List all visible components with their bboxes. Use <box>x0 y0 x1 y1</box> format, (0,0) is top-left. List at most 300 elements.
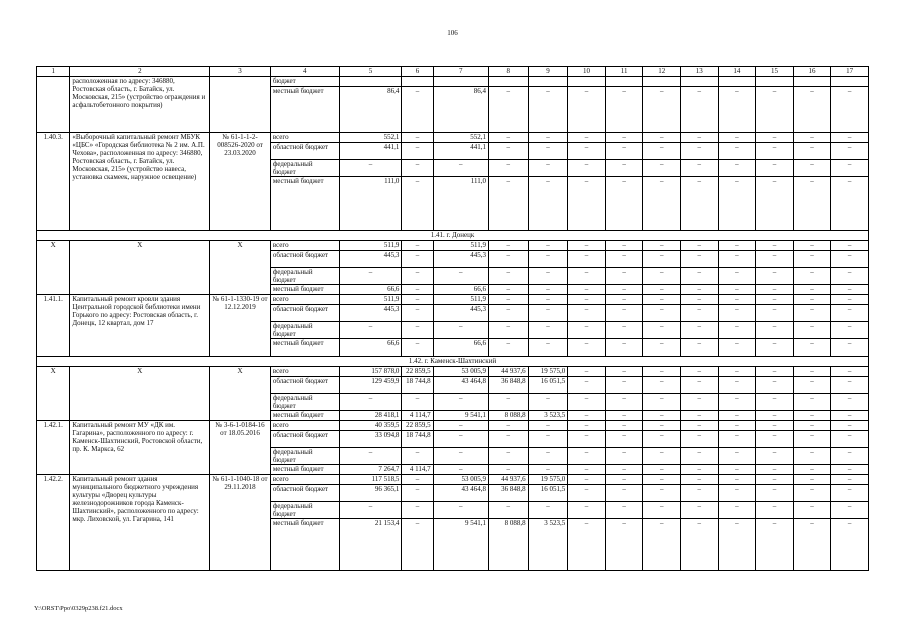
amount-cell: – <box>793 322 831 339</box>
document-reference: Х <box>210 367 271 421</box>
amount-cell: – <box>681 295 719 305</box>
amount-cell: – <box>681 87 719 133</box>
amount-cell: – <box>643 367 681 377</box>
amount-cell: 22 859,5 <box>402 421 433 431</box>
amount-cell: – <box>528 448 568 465</box>
amount-cell: 96 365,1 <box>339 485 402 502</box>
amount-cell: – <box>605 143 643 160</box>
amount-cell: – <box>681 377 719 394</box>
amount-cell: – <box>681 339 719 357</box>
amount-cell: – <box>756 465 794 475</box>
column-header: 14 <box>718 67 756 77</box>
amount-cell: – <box>568 485 606 502</box>
funding-source: всего <box>270 475 339 485</box>
amount-cell: – <box>831 322 869 339</box>
amount-cell: – <box>488 160 528 177</box>
amount-cell: – <box>488 295 528 305</box>
amount-cell: – <box>605 421 643 431</box>
amount-cell <box>605 77 643 87</box>
amount-cell: – <box>568 241 606 251</box>
amount-cell: – <box>528 143 568 160</box>
amount-cell: – <box>681 177 719 231</box>
amount-cell: – <box>718 87 756 133</box>
amount-cell <box>402 77 433 87</box>
amount-cell: – <box>488 268 528 285</box>
amount-cell: – <box>433 421 488 431</box>
column-header: 4 <box>270 67 339 77</box>
amount-cell: – <box>793 87 831 133</box>
amount-cell: – <box>718 285 756 295</box>
amount-cell: – <box>756 339 794 357</box>
amount-cell: – <box>605 502 643 519</box>
funding-source: местный бюджет <box>270 411 339 421</box>
column-header: 8 <box>488 67 528 77</box>
column-header: 12 <box>643 67 681 77</box>
document-reference <box>210 77 271 133</box>
amount-cell: – <box>643 421 681 431</box>
amount-cell: – <box>831 160 869 177</box>
amount-cell: – <box>756 87 794 133</box>
amount-cell: – <box>831 339 869 357</box>
amount-cell: – <box>718 133 756 143</box>
amount-cell: – <box>793 241 831 251</box>
amount-cell: – <box>568 251 606 268</box>
amount-cell: – <box>681 431 719 448</box>
table-row <box>37 77 869 87</box>
object-description: Х <box>70 241 210 295</box>
amount-cell: – <box>756 411 794 421</box>
amount-cell: 86,4 <box>339 87 402 133</box>
amount-cell: – <box>605 339 643 357</box>
amount-cell: – <box>831 367 869 377</box>
funding-source: федеральный бюджет <box>270 322 339 339</box>
amount-cell: – <box>718 295 756 305</box>
amount-cell: – <box>605 448 643 465</box>
amount-cell: – <box>605 285 643 295</box>
amount-cell: – <box>402 394 433 411</box>
table-row <box>37 421 869 431</box>
funding-source: бюджет <box>270 77 339 87</box>
amount-cell: – <box>605 322 643 339</box>
amount-cell: – <box>643 339 681 357</box>
amount-cell: – <box>793 177 831 231</box>
amount-cell: – <box>568 502 606 519</box>
amount-cell: – <box>718 305 756 322</box>
amount-cell: – <box>528 322 568 339</box>
amount-cell: 157 878,0 <box>339 367 402 377</box>
amount-cell: – <box>756 485 794 502</box>
amount-cell: – <box>643 377 681 394</box>
column-header: 2 <box>70 67 210 77</box>
amount-cell: – <box>718 485 756 502</box>
amount-cell: – <box>488 143 528 160</box>
amount-cell: – <box>756 431 794 448</box>
amount-cell: – <box>793 475 831 485</box>
amount-cell: – <box>831 411 869 421</box>
funding-source: местный бюджет <box>270 285 339 295</box>
amount-cell: – <box>831 519 869 571</box>
amount-cell: – <box>793 448 831 465</box>
amount-cell: – <box>605 475 643 485</box>
amount-cell: – <box>528 339 568 357</box>
amount-cell: 36 848,8 <box>488 377 528 394</box>
amount-cell: – <box>402 143 433 160</box>
column-header: 10 <box>568 67 606 77</box>
funding-source: федеральный бюджет <box>270 502 339 519</box>
amount-cell: – <box>568 431 606 448</box>
amount-cell: – <box>402 285 433 295</box>
amount-cell: – <box>643 143 681 160</box>
amount-cell: – <box>643 133 681 143</box>
table-row <box>37 367 869 377</box>
amount-cell: – <box>433 160 488 177</box>
table-body <box>37 67 869 571</box>
amount-cell: – <box>568 367 606 377</box>
amount-cell: – <box>793 268 831 285</box>
amount-cell: – <box>681 394 719 411</box>
amount-cell: – <box>605 305 643 322</box>
amount-cell: – <box>528 285 568 295</box>
amount-cell: – <box>402 251 433 268</box>
amount-cell: 21 153,4 <box>339 519 402 571</box>
amount-cell: – <box>488 251 528 268</box>
amount-cell: 129 459,9 <box>339 377 402 394</box>
amount-cell: – <box>488 502 528 519</box>
amount-cell: – <box>793 411 831 421</box>
amount-cell: – <box>643 177 681 231</box>
amount-cell: – <box>643 295 681 305</box>
amount-cell: 552,1 <box>433 133 488 143</box>
amount-cell: – <box>433 431 488 448</box>
amount-cell: – <box>488 305 528 322</box>
amount-cell: – <box>718 431 756 448</box>
document-reference: № 61-1-1330-19 от 12.12.2019 <box>210 295 271 357</box>
amount-cell: 445,3 <box>433 251 488 268</box>
column-header-row <box>37 67 869 77</box>
amount-cell: 44 937,6 <box>488 475 528 485</box>
amount-cell: – <box>681 322 719 339</box>
amount-cell: – <box>433 268 488 285</box>
amount-cell: – <box>681 475 719 485</box>
amount-cell: – <box>568 87 606 133</box>
amount-cell: – <box>402 295 433 305</box>
amount-cell: – <box>756 502 794 519</box>
amount-cell: 33 094,8 <box>339 431 402 448</box>
amount-cell: 28 418,1 <box>339 411 402 421</box>
amount-cell: – <box>568 465 606 475</box>
amount-cell: – <box>568 177 606 231</box>
amount-cell: – <box>793 421 831 431</box>
amount-cell <box>528 77 568 87</box>
amount-cell: 117 518,5 <box>339 475 402 485</box>
amount-cell: – <box>718 160 756 177</box>
amount-cell: – <box>793 133 831 143</box>
amount-cell: – <box>433 465 488 475</box>
amount-cell: 19 575,0 <box>528 367 568 377</box>
amount-cell: – <box>831 502 869 519</box>
funding-source: местный бюджет <box>270 177 339 231</box>
amount-cell: – <box>718 251 756 268</box>
funding-source: всего <box>270 421 339 431</box>
amount-cell: – <box>643 519 681 571</box>
amount-cell: – <box>643 160 681 177</box>
funding-source: федеральный бюджет <box>270 394 339 411</box>
amount-cell: 445,3 <box>433 305 488 322</box>
column-header: 3 <box>210 67 271 77</box>
amount-cell: – <box>756 519 794 571</box>
amount-cell: – <box>643 475 681 485</box>
section-header-row <box>37 231 869 241</box>
amount-cell: – <box>568 377 606 394</box>
amount-cell: – <box>402 519 433 571</box>
amount-cell: – <box>718 177 756 231</box>
amount-cell: – <box>433 394 488 411</box>
amount-cell: – <box>605 177 643 231</box>
amount-cell: – <box>528 251 568 268</box>
amount-cell: – <box>339 448 402 465</box>
amount-cell: – <box>528 394 568 411</box>
amount-cell: – <box>831 251 869 268</box>
amount-cell: – <box>831 465 869 475</box>
amount-cell: – <box>605 241 643 251</box>
amount-cell: – <box>756 295 794 305</box>
amount-cell: – <box>831 431 869 448</box>
amount-cell: 3 523,5 <box>528 411 568 421</box>
amount-cell: – <box>681 285 719 295</box>
amount-cell: 8 088,8 <box>488 411 528 421</box>
amount-cell: – <box>718 394 756 411</box>
amount-cell: – <box>488 394 528 411</box>
amount-cell: – <box>568 339 606 357</box>
amount-cell: – <box>831 177 869 231</box>
object-description: расположенная по адресу: 346880, Ростовская область, г. Батайск, ул. Московская, 215» (устройство ограждения и асфальтобетонного покрытия) <box>70 77 210 133</box>
document-reference: № 3-6-1-0184-16 от 18.05.2016 <box>210 421 271 475</box>
amount-cell: – <box>793 285 831 295</box>
amount-cell: – <box>831 285 869 295</box>
column-header: 6 <box>402 67 433 77</box>
section-header-row <box>37 357 869 367</box>
amount-cell: – <box>831 485 869 502</box>
amount-cell: – <box>528 241 568 251</box>
amount-cell: – <box>605 268 643 285</box>
amount-cell: – <box>528 421 568 431</box>
amount-cell: – <box>793 160 831 177</box>
funding-source: местный бюджет <box>270 87 339 133</box>
amount-cell: – <box>718 502 756 519</box>
amount-cell: 111,0 <box>339 177 402 231</box>
amount-cell: 4 114,7 <box>402 411 433 421</box>
amount-cell: 44 937,6 <box>488 367 528 377</box>
amount-cell: – <box>488 448 528 465</box>
amount-cell: – <box>605 295 643 305</box>
amount-cell: – <box>528 465 568 475</box>
amount-cell: – <box>402 475 433 485</box>
object-description: Капитальный ремонт здания муниципального бюджетного учреждения культуры «Дворец культуры железнодорожников города Каменск-Шахтинский», расположенного по адресу: мкр. Лиховской, ул. Гагарина, 141 <box>70 475 210 571</box>
amount-cell: – <box>831 133 869 143</box>
amount-cell: 53 005,9 <box>433 367 488 377</box>
amount-cell: – <box>756 177 794 231</box>
amount-cell: 8 088,8 <box>488 519 528 571</box>
amount-cell <box>831 77 869 87</box>
amount-cell: – <box>681 502 719 519</box>
funding-source: областной бюджет <box>270 485 339 502</box>
amount-cell: – <box>793 465 831 475</box>
amount-cell: 445,3 <box>339 251 402 268</box>
amount-cell: – <box>718 465 756 475</box>
column-header: 7 <box>433 67 488 77</box>
funding-source: областной бюджет <box>270 305 339 322</box>
amount-cell: 66,6 <box>339 339 402 357</box>
amount-cell: – <box>568 421 606 431</box>
amount-cell: – <box>831 295 869 305</box>
amount-cell: – <box>643 448 681 465</box>
document-reference: Х <box>210 241 271 295</box>
amount-cell: – <box>756 448 794 465</box>
amount-cell: 18 744,8 <box>402 377 433 394</box>
amount-cell: – <box>681 251 719 268</box>
column-header: 11 <box>605 67 643 77</box>
budget-table <box>36 66 869 571</box>
amount-cell: – <box>756 367 794 377</box>
column-header: 16 <box>793 67 831 77</box>
amount-cell: – <box>568 448 606 465</box>
amount-cell: – <box>402 241 433 251</box>
funding-source: местный бюджет <box>270 519 339 571</box>
row-number: 1.42.2. <box>37 475 70 571</box>
amount-cell: 511,9 <box>339 295 402 305</box>
object-description: Х <box>70 367 210 421</box>
amount-cell: – <box>528 268 568 285</box>
amount-cell: – <box>831 305 869 322</box>
amount-cell: – <box>605 519 643 571</box>
object-description: Капитальный ремонт МУ «ДК им. Гагарина», расположенного по адресу: г. Каменск-Шахтинский, Ростовской области, пр. К. Маркса, 62 <box>70 421 210 475</box>
amount-cell: – <box>681 485 719 502</box>
amount-cell: – <box>718 411 756 421</box>
amount-cell: – <box>681 160 719 177</box>
amount-cell: – <box>568 143 606 160</box>
amount-cell: – <box>402 502 433 519</box>
funding-source: местный бюджет <box>270 339 339 357</box>
amount-cell: – <box>793 502 831 519</box>
document-reference: № 61-1-1040-18 от 29.11.2018 <box>210 475 271 571</box>
amount-cell: – <box>831 87 869 133</box>
amount-cell: – <box>718 339 756 357</box>
amount-cell: – <box>528 431 568 448</box>
amount-cell: 445,3 <box>339 305 402 322</box>
amount-cell <box>681 77 719 87</box>
funding-source: федеральный бюджет <box>270 448 339 465</box>
amount-cell <box>643 77 681 87</box>
amount-cell: – <box>831 241 869 251</box>
amount-cell: 40 359,5 <box>339 421 402 431</box>
amount-cell: – <box>756 133 794 143</box>
amount-cell: – <box>718 519 756 571</box>
amount-cell: – <box>402 339 433 357</box>
amount-cell: – <box>643 285 681 295</box>
row-number: 1.41.1. <box>37 295 70 357</box>
amount-cell: – <box>339 394 402 411</box>
amount-cell: – <box>568 475 606 485</box>
amount-cell: – <box>718 367 756 377</box>
row-number: Х <box>37 241 70 295</box>
amount-cell: – <box>339 160 402 177</box>
funding-source: областной бюджет <box>270 251 339 268</box>
row-number <box>37 77 70 133</box>
column-header: 5 <box>339 67 402 77</box>
amount-cell: – <box>402 485 433 502</box>
section-title: 1.41. г. Донецк <box>37 231 869 241</box>
amount-cell: – <box>756 285 794 295</box>
amount-cell: – <box>643 268 681 285</box>
amount-cell: – <box>433 502 488 519</box>
amount-cell: – <box>568 394 606 411</box>
amount-cell: – <box>643 251 681 268</box>
amount-cell: – <box>568 160 606 177</box>
amount-cell: – <box>488 241 528 251</box>
amount-cell: – <box>681 519 719 571</box>
amount-cell: – <box>488 177 528 231</box>
amount-cell: – <box>568 305 606 322</box>
amount-cell: – <box>605 485 643 502</box>
amount-cell: 511,9 <box>433 295 488 305</box>
amount-cell: – <box>756 394 794 411</box>
table-row <box>37 295 869 305</box>
amount-cell <box>756 77 794 87</box>
amount-cell: – <box>339 322 402 339</box>
amount-cell: – <box>681 421 719 431</box>
amount-cell: – <box>756 475 794 485</box>
table-row <box>37 133 869 143</box>
amount-cell: – <box>643 241 681 251</box>
funding-source: областной бюджет <box>270 143 339 160</box>
amount-cell: – <box>718 241 756 251</box>
amount-cell: – <box>402 305 433 322</box>
amount-cell: – <box>605 251 643 268</box>
funding-source: всего <box>270 241 339 251</box>
amount-cell: – <box>681 448 719 465</box>
amount-cell: – <box>402 268 433 285</box>
amount-cell: 66,6 <box>433 339 488 357</box>
amount-cell: – <box>402 160 433 177</box>
amount-cell: – <box>793 295 831 305</box>
amount-cell: 19 575,0 <box>528 475 568 485</box>
table-row <box>37 241 869 251</box>
column-header: 1 <box>37 67 70 77</box>
amount-cell: – <box>605 367 643 377</box>
amount-cell: – <box>643 411 681 421</box>
amount-cell: – <box>488 339 528 357</box>
amount-cell: – <box>605 160 643 177</box>
funding-source: федеральный бюджет <box>270 160 339 177</box>
amount-cell: – <box>718 377 756 394</box>
amount-cell: – <box>793 377 831 394</box>
row-number: Х <box>37 367 70 421</box>
funding-source: областной бюджет <box>270 431 339 448</box>
amount-cell: – <box>831 394 869 411</box>
table-row <box>37 475 869 485</box>
amount-cell: – <box>681 305 719 322</box>
amount-cell: – <box>488 421 528 431</box>
amount-cell: 9 541,1 <box>433 519 488 571</box>
amount-cell: – <box>528 177 568 231</box>
amount-cell: – <box>488 133 528 143</box>
amount-cell: – <box>681 133 719 143</box>
amount-cell: – <box>433 322 488 339</box>
amount-cell: – <box>402 133 433 143</box>
amount-cell: – <box>643 322 681 339</box>
amount-cell: – <box>402 87 433 133</box>
amount-cell: – <box>568 411 606 421</box>
